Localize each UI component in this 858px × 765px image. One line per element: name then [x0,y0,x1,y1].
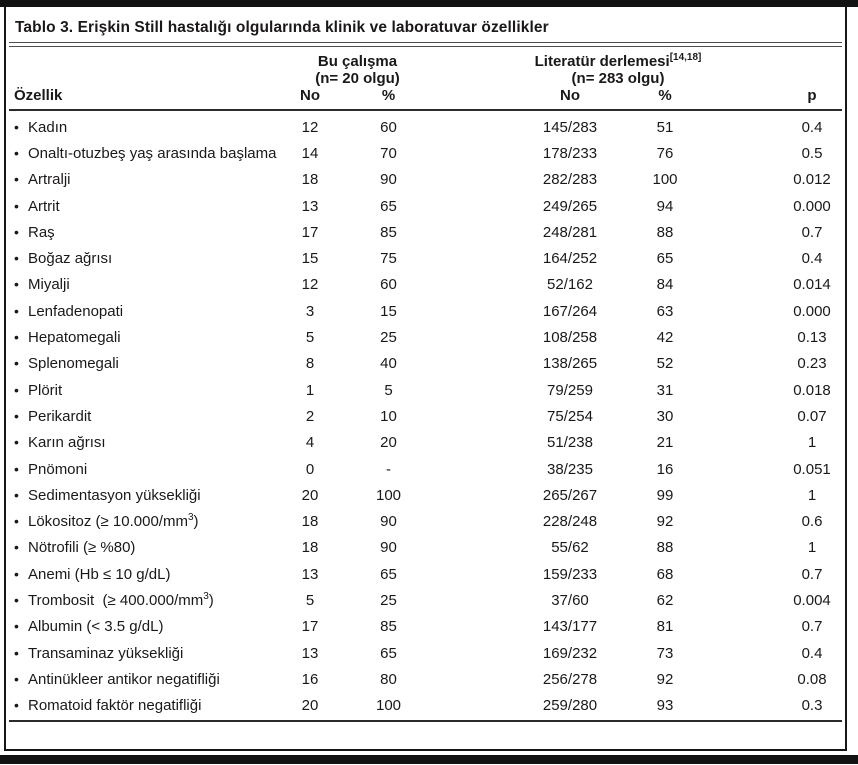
literature-pct-value: 84 [656,276,674,294]
text-segment: Plörit [28,381,63,399]
bullet-icon: • [14,171,19,188]
table-row [14,219,845,245]
study-pct-value: - [386,460,391,478]
p-value: 1 [807,539,817,557]
p-value: 0.4 [801,644,823,662]
text-segment: Artralji [28,171,71,189]
study-no-value: 16 [301,670,319,688]
row-feature-label [14,566,279,583]
row-feature-label [14,513,279,530]
study-no-value: 12 [301,118,319,136]
table-row [14,403,845,429]
table-row [14,693,845,719]
study-no-value: 20 [301,486,319,504]
literature-no-value: 51/238 [547,434,593,452]
study-pct-value: 60 [380,276,397,294]
literature-no-value: 169/232 [542,644,598,662]
literature-no-header: No [560,87,580,104]
study-no-value: 18 [301,171,319,189]
bullet-icon: • [14,223,19,240]
study-no-value: 8 [305,355,315,373]
study-no-value: 18 [301,513,319,531]
study-pct-value: 40 [380,355,397,373]
table-row [14,561,845,587]
study-pct-value: 75 [380,250,397,268]
p-value: 0.000 [793,197,831,215]
study-pct-value: 90 [380,513,397,531]
bullet-icon: • [14,381,19,398]
literature-no-value: 265/267 [542,486,598,504]
literature-no-value: 178/233 [542,144,598,162]
p-value: 0.6 [801,513,823,531]
bullet-icon: • [14,670,19,687]
group-name-row [14,53,845,70]
literature-no-value: 249/265 [542,197,598,215]
study-pct-value: 5 [384,381,393,399]
row-feature-label [14,461,279,478]
study-pct-value: 25 [380,329,397,347]
study-no-value: 5 [305,329,315,347]
literature-pct-value: 42 [656,329,674,347]
study-no-value: 20 [301,697,319,715]
bullet-icon: • [14,697,19,714]
literature-no-value: 256/278 [542,670,598,688]
row-feature-label [14,145,279,162]
study-no-header: No [300,87,320,104]
study-pct-value: 85 [380,618,397,636]
bullet-icon: • [14,250,19,267]
row-feature-label [14,618,279,635]
text-segment: Literatür derlemesi [534,53,670,70]
bullet-icon: • [14,276,19,293]
literature-pct-value: 73 [656,644,674,662]
literature-no-value: 108/258 [542,329,598,347]
superscript-text: [14,18] [669,52,702,63]
text-segment: Bu çalışma [317,53,398,70]
bullet-icon: • [14,591,19,608]
row-feature-label [14,382,279,399]
literature-pct-value: 88 [656,223,674,241]
text-segment: Raş [28,223,55,241]
literature-pct-value: 99 [656,486,674,504]
study-no-value: 3 [305,302,315,320]
study-pct-value: 80 [380,670,397,688]
row-feature-label [14,303,279,320]
p-value: 0.012 [793,171,831,189]
p-value: 1 [807,434,817,452]
study-no-value: 15 [301,250,319,268]
literature-pct-value: 68 [656,565,674,583]
literature-pct-value: 65 [656,250,674,268]
bullet-icon: • [14,460,19,477]
literature-pct-value: 88 [656,539,674,557]
literature-no-value: 259/280 [542,697,598,715]
table-row [14,535,845,561]
table-row [14,587,845,613]
table-header [6,53,845,104]
row-feature-label [14,171,279,188]
study-pct-value: 70 [380,144,397,162]
group-n-study: (n= 20 olgu) [315,70,400,87]
literature-no-value: 75/254 [547,407,593,425]
bullet-icon: • [14,302,19,319]
row-feature-label [14,119,279,136]
study-no-value: 13 [301,197,319,215]
text-segment: Kadın [28,118,68,136]
text-segment: Antinükleer antikor negatifliği [28,670,220,688]
text-segment: Artrit [28,197,60,215]
p-value: 0.3 [801,697,823,715]
title-double-rule [9,42,842,47]
table-row [14,193,845,219]
text-segment: Anemi (Hb ≤ 10 g/dL) [28,565,171,583]
table-row [14,377,845,403]
group-n-literature: (n= 283 olgu) [571,70,665,87]
study-pct-value: 60 [380,118,397,136]
superscript-text: 3 [203,590,209,602]
study-no-value: 14 [301,144,319,162]
literature-pct-value: 93 [656,697,674,715]
bullet-icon: • [14,197,19,214]
table-row [14,666,845,692]
row-feature-label [14,408,279,425]
table-row [14,298,845,324]
row-feature-label [14,697,279,714]
text-segment: Perikardit [28,407,92,425]
row-feature-label [14,539,279,556]
text-segment: Miyalji [28,276,70,294]
text-segment: Hepatomegali [28,329,121,347]
table-frame [4,7,847,751]
bullet-icon: • [14,644,19,661]
table-row [14,482,845,508]
text-segment: Boğaz ağrısı [28,250,113,268]
text-segment: Splenomegali [28,355,119,373]
row-feature-label [14,355,279,372]
literature-no-value: 79/259 [547,381,593,399]
bottom-rule-bar [0,755,858,764]
literature-pct-value: 62 [656,591,674,609]
bullet-icon: • [14,118,19,135]
literature-pct-value: 63 [656,302,674,320]
literature-pct-value: 16 [656,460,674,478]
top-rule-bar [0,0,858,7]
study-pct-value: 20 [380,434,397,452]
row-feature-label [14,329,279,346]
row-feature-label [14,671,279,688]
row-feature-label [14,198,279,215]
bullet-icon: • [14,513,19,530]
study-no-value: 12 [301,276,319,294]
literature-pct-value: 92 [656,670,674,688]
p-column-header: p [807,87,817,104]
p-value: 0.5 [801,144,823,162]
literature-no-value: 52/162 [547,276,593,294]
row-feature-label [14,224,279,241]
literature-no-value: 164/252 [542,250,598,268]
table-body [6,111,845,719]
row-feature-label [14,250,279,267]
row-feature-label [14,592,279,609]
bullet-icon: • [14,565,19,582]
p-value: 0.018 [793,381,831,399]
study-no-value: 0 [305,460,315,478]
p-value: 0.7 [801,618,823,636]
study-pct-value: 65 [380,565,397,583]
text-segment: Romatoid faktör negatifliği [28,697,202,715]
row-feature-label [14,434,279,451]
superscript-text: 3 [187,512,194,524]
p-value: 0.004 [793,591,831,609]
study-no-value: 17 [301,223,319,241]
p-value: 0.7 [801,565,823,583]
literature-pct-value: 52 [656,355,674,373]
literature-pct-value: 21 [656,434,674,452]
text-segment: Nötrofili (≥ %80) [28,539,136,557]
literature-no-value: 248/281 [542,223,598,241]
literature-no-value: 37/60 [551,591,589,609]
study-pct-value: 10 [380,407,397,425]
feature-column-header: Özellik [14,87,63,104]
p-value: 0.4 [801,118,823,136]
bullet-icon: • [14,434,19,451]
p-value: 0.4 [801,250,823,268]
literature-no-value: 143/177 [542,618,598,636]
table-row [14,614,845,640]
literature-pct-value: 31 [656,381,674,399]
study-no-value: 2 [305,407,315,425]
bullet-icon: • [14,486,19,503]
table-row [14,272,845,298]
column-header-row [14,87,845,104]
p-value: 0.014 [793,276,831,294]
study-pct-value: 25 [380,591,397,609]
text-segment: Onaltı-otuzbeş yaş arasında başlama [28,144,277,162]
table-row [14,508,845,534]
table-row [14,167,845,193]
p-value: 0.07 [797,407,827,425]
literature-pct-value: 100 [652,171,678,189]
study-no-value: 18 [301,539,319,557]
bullet-icon: • [14,355,19,372]
study-no-value: 4 [305,434,315,452]
p-value: 0.13 [797,329,827,347]
table-row [14,351,845,377]
study-pct-value: 100 [375,486,402,504]
bullet-icon: • [14,144,19,161]
text-segment: Trombosit (≥ 400.000/mm [28,591,204,609]
bullet-icon: • [14,407,19,424]
study-no-value: 13 [301,644,319,662]
p-value: 0.08 [797,670,827,688]
table-row [14,456,845,482]
group-n-row [14,70,845,87]
literature-pct-value: 30 [656,407,674,425]
text-segment: Lenfadenopati [28,302,124,320]
literature-pct-value: 51 [656,118,674,136]
p-value: 0.000 [793,302,831,320]
literature-pct-value: 94 [656,197,674,215]
bullet-icon: • [14,539,19,556]
table-row [14,640,845,666]
text-segment: Lökositoz (≥ 10.000/mm [28,513,188,531]
study-pct-value: 90 [380,539,397,557]
table-row [14,430,845,456]
table-row [14,324,845,350]
table-title: Tablo 3. Erişkin Still hastalığı olgularında klinik ve laboratuvar özellikler [15,19,549,36]
bullet-icon: • [14,329,19,346]
table-row [14,245,845,271]
text-segment: Karın ağrısı [28,434,106,452]
study-pct-value: 90 [380,171,397,189]
literature-pct-value: 92 [656,513,674,531]
row-feature-label [14,645,279,662]
p-value: 1 [807,486,817,504]
literature-no-value: 145/283 [542,118,598,136]
literature-no-value: 159/233 [542,565,598,583]
literature-pct-value: 76 [656,144,674,162]
study-no-value: 1 [305,381,315,399]
bullet-icon: • [14,618,19,635]
literature-no-value: 282/283 [542,171,598,189]
study-pct-header: % [381,87,396,104]
group-header-study [279,53,436,70]
literature-no-value: 138/265 [542,355,598,373]
study-pct-value: 65 [380,644,397,662]
literature-no-value: 228/248 [542,513,598,531]
text-segment: Pnömoni [28,460,88,478]
p-value: 0.051 [793,460,831,478]
study-no-value: 17 [301,618,319,636]
row-feature-label [14,276,279,293]
study-pct-value: 100 [375,697,402,715]
study-no-value: 5 [305,591,315,609]
literature-no-value: 167/264 [542,302,598,320]
group-header-literature [523,53,713,70]
literature-no-value: 38/235 [547,460,593,478]
text-segment: ) [208,591,214,609]
text-segment: Albumin (< 3.5 g/dL) [28,618,164,636]
study-pct-value: 15 [380,302,397,320]
p-value: 0.23 [797,355,827,373]
text-segment: ) [193,513,199,531]
p-value: 0.7 [801,223,823,241]
literature-pct-value: 81 [656,618,674,636]
study-pct-value: 65 [380,197,397,215]
study-pct-value: 85 [380,223,397,241]
text-segment: Sedimentasyon yüksekliği [28,486,201,504]
text-segment: Transaminaz yüksekliği [28,644,184,662]
literature-pct-header: % [658,87,672,104]
row-feature-label [14,487,279,504]
bottom-rule [9,720,842,722]
study-no-value: 13 [301,565,319,583]
table-row [14,140,845,166]
table-row [14,114,845,140]
literature-no-value: 55/62 [551,539,589,557]
